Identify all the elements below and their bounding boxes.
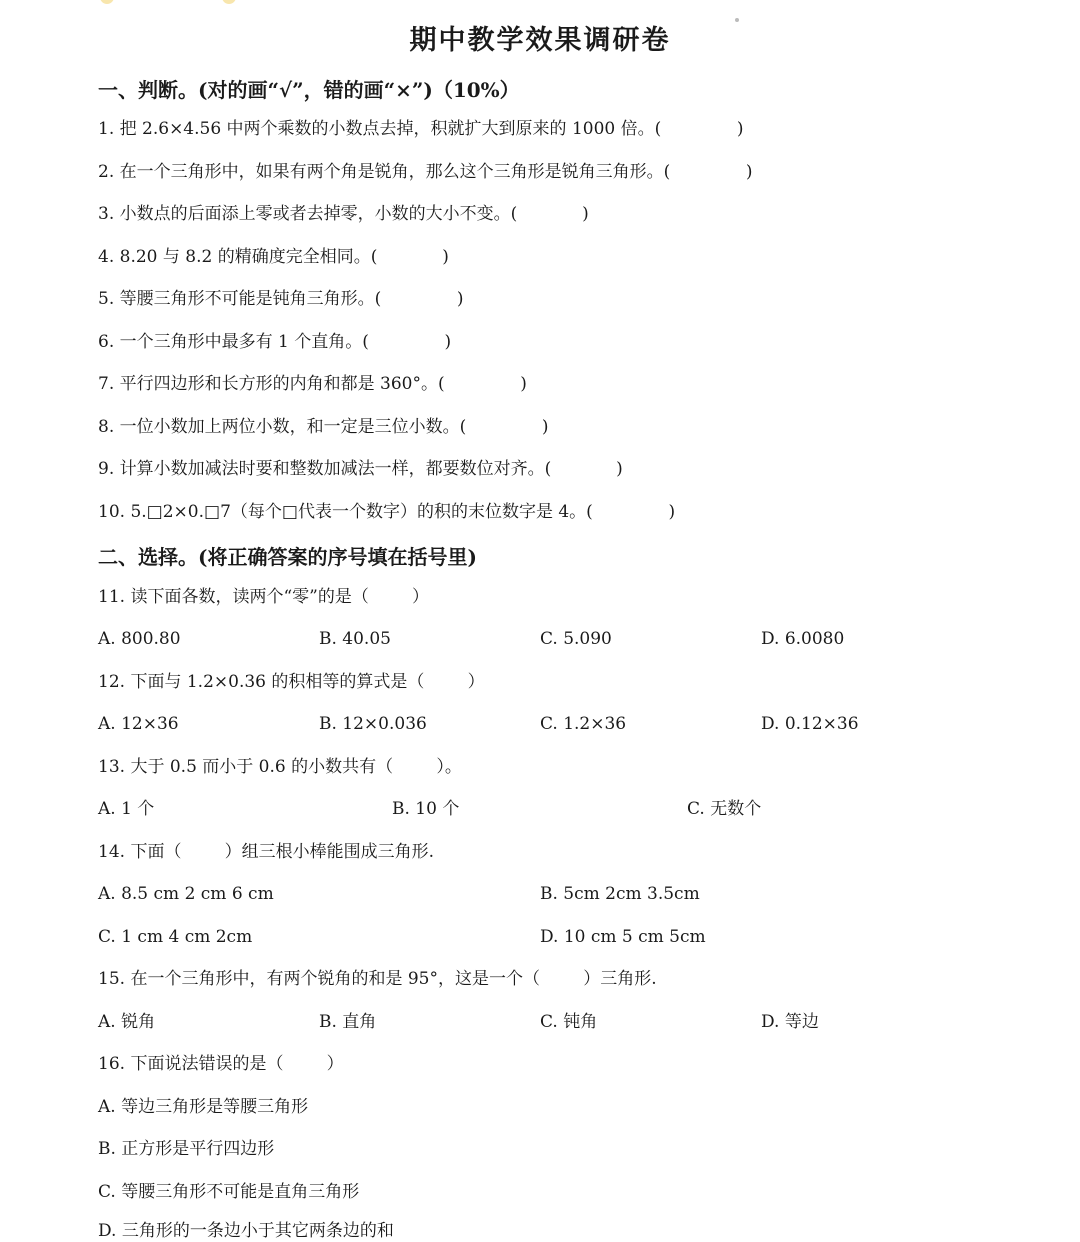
page-title: 期中教学效果调研卷: [409, 25, 671, 56]
q12-option-b: B. 12×0.036: [319, 714, 427, 734]
logo-left: [100, 0, 190, 4]
q14-option-b: B. 5cm 2cm 3.5cm: [540, 884, 700, 904]
judge-item-10: 10. 5.□2×0.□7（每个□代表一个数字）的积的末位数字是 4。( ): [98, 502, 676, 522]
q11-option-b: B. 40.05: [319, 629, 391, 649]
question-11-stem: 11. 读下面各数，读两个“零”的是（ ）: [98, 587, 430, 607]
q12-option-d: D. 0.12×36: [761, 714, 859, 734]
q15-option-d: D. 等边: [761, 1012, 819, 1032]
judge-item-1: 1. 把 2.6×4.56 中两个乘数的小数点去掉，积就扩大到原来的 1000 倍。( ): [98, 119, 744, 139]
question-12-stem: 12. 下面与 1.2×0.36 的积相等的算式是（ ）: [98, 672, 485, 692]
q12-option-c: C. 1.2×36: [540, 714, 627, 734]
question-14-stem: 14. 下面（ ）组三根小棒能围成三角形.: [98, 842, 435, 862]
q16-option-b: B. 正方形是平行四边形: [98, 1139, 275, 1159]
judge-item-5: 5. 等腰三角形不可能是钝角三角形。( ): [98, 289, 464, 309]
judge-item-9: 9. 计算小数加减法时要和整数加减法一样，都要数位对齐。( ): [98, 459, 623, 479]
q14-option-c: C. 1 cm 4 cm 2cm: [98, 927, 253, 947]
question-13-stem: 13. 大于 0.5 而小于 0.6 的小数共有（ ）。: [98, 757, 462, 777]
q15-option-a: A. 锐角: [98, 1012, 156, 1032]
q13-option-b: B. 10 个: [392, 799, 460, 819]
judge-item-2: 2. 在一个三角形中，如果有两个角是锐角，那么这个三角形是锐角三角形。( ): [98, 162, 753, 182]
q12-option-a: A. 12×36: [98, 714, 179, 734]
question-15-stem: 15. 在一个三角形中，有两个锐角的和是 95°，这是一个（ ）三角形.: [98, 969, 657, 989]
judge-item-3: 3. 小数点的后面添上零或者去掉零，小数的大小不变。( ): [98, 204, 589, 224]
q16-option-a: A. 等边三角形是等腰三角形: [98, 1097, 309, 1117]
q15-option-b: B. 直角: [319, 1012, 377, 1032]
judge-item-6: 6. 一个三角形中最多有 1 个直角。( ): [98, 332, 452, 352]
q13-option-c: C. 无数个: [687, 799, 762, 819]
q11-option-c: C. 5.090: [540, 629, 612, 649]
section-1-heading: 一、判断。(对的画“√”，错的画“×”)（10%）: [98, 78, 520, 102]
judge-item-4: 4. 8.20 与 8.2 的精确度完全相同。( ): [98, 247, 449, 267]
q11-option-d: D. 6.0080: [761, 629, 845, 649]
logo-right: [222, 0, 312, 4]
q14-option-a: A. 8.5 cm 2 cm 6 cm: [98, 884, 274, 904]
judge-item-8: 8. 一位小数加上两位小数，和一定是三位小数。( ): [98, 417, 549, 437]
q16-option-c: C. 等腰三角形不可能是直角三角形: [98, 1182, 360, 1202]
question-16-stem: 16. 下面说法错误的是（ ）: [98, 1054, 344, 1074]
q16-option-d: D. 三角形的一条边小于其它两条边的和: [98, 1221, 394, 1241]
q14-option-d: D. 10 cm 5 cm 5cm: [540, 927, 706, 947]
q15-option-c: C. 钝角: [540, 1012, 598, 1032]
q11-option-a: A. 800.80: [98, 629, 181, 649]
q13-option-a: A. 1 个: [98, 799, 155, 819]
judge-item-7: 7. 平行四边形和长方形的内角和都是 360°。( ): [98, 374, 527, 394]
section-2-heading: 二、选择。(将正确答案的序号填在括号里): [98, 545, 477, 569]
